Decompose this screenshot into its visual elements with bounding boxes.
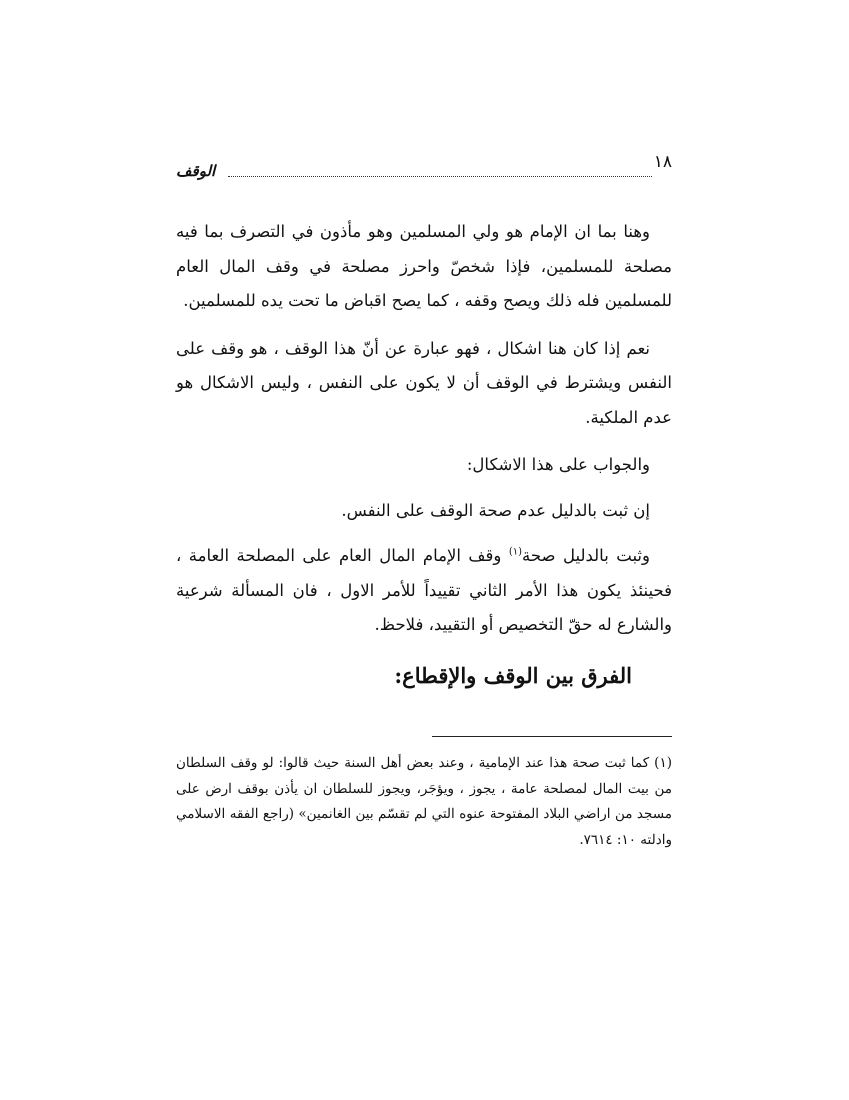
footnote-separator bbox=[432, 736, 672, 737]
paragraph: وهنا بما ان الإمام هو ولي المسلمين وهو مأذون في التصرف بما فيه مصلحة للمسلمين، فإذا شخصّ واحرز مصلحة في وقف المال العام للمسلمين فله ذلك ويصح وقفه ، كما يصح اقباض ما تحت يده للمسلمين. bbox=[176, 222, 672, 310]
dotted-leader bbox=[228, 176, 652, 177]
paragraph: إن ثبت بالدليل عدم صحة الوقف على النفس. bbox=[341, 500, 650, 520]
paragraph-text: وثبت بالدليل صحة bbox=[522, 546, 650, 565]
main-text bbox=[176, 215, 672, 696]
paragraph bbox=[176, 539, 672, 643]
footnote: (١) كما ثبت صحة هذا عند الإمامية ، وعند بعض أهل السنة حيث قالوا: لو وقف السلطان من بيت المال لمصلحة عامة ، يجوز ، ويؤجَر، ويجوز للسلطان ان يأذن بوقف ارض على مسجد من اراضي البلاد المفتوحة عنوه التي لم تقسّم بين الغانمين» (راجع الفقه الاسلامي وادلته ١٠: ٧٦١٤. bbox=[176, 755, 672, 848]
paragraph-text: وقف الإمام المال العام على المصلحة العامة ، فحينئذ يكون هذا الأمر الثاني تقييداً للأمر الاول ، فان المسألة شرعية والشارع له حقّ التخصيص أو التقييد، فلاحظ. bbox=[176, 546, 672, 634]
paragraph: نعم إذا كان هنا اشكال ، فهو عبارة عن أنّ هذا الوقف ، هو وقف على النفس ويشترط في الوقف أن لا يكون على النفس ، وليس الاشكال هو عدم الملكية. bbox=[176, 338, 672, 427]
footnote-reference: (١) bbox=[508, 546, 522, 558]
running-header bbox=[176, 150, 672, 184]
footnotes bbox=[176, 751, 672, 853]
section-heading: الفرق بين الوقف والإقطاع: bbox=[394, 662, 632, 688]
page-number: ١٨ bbox=[653, 152, 672, 172]
running-title: الوقف bbox=[176, 162, 216, 180]
paragraph: والجواب على هذا الاشكال: bbox=[466, 455, 650, 474]
